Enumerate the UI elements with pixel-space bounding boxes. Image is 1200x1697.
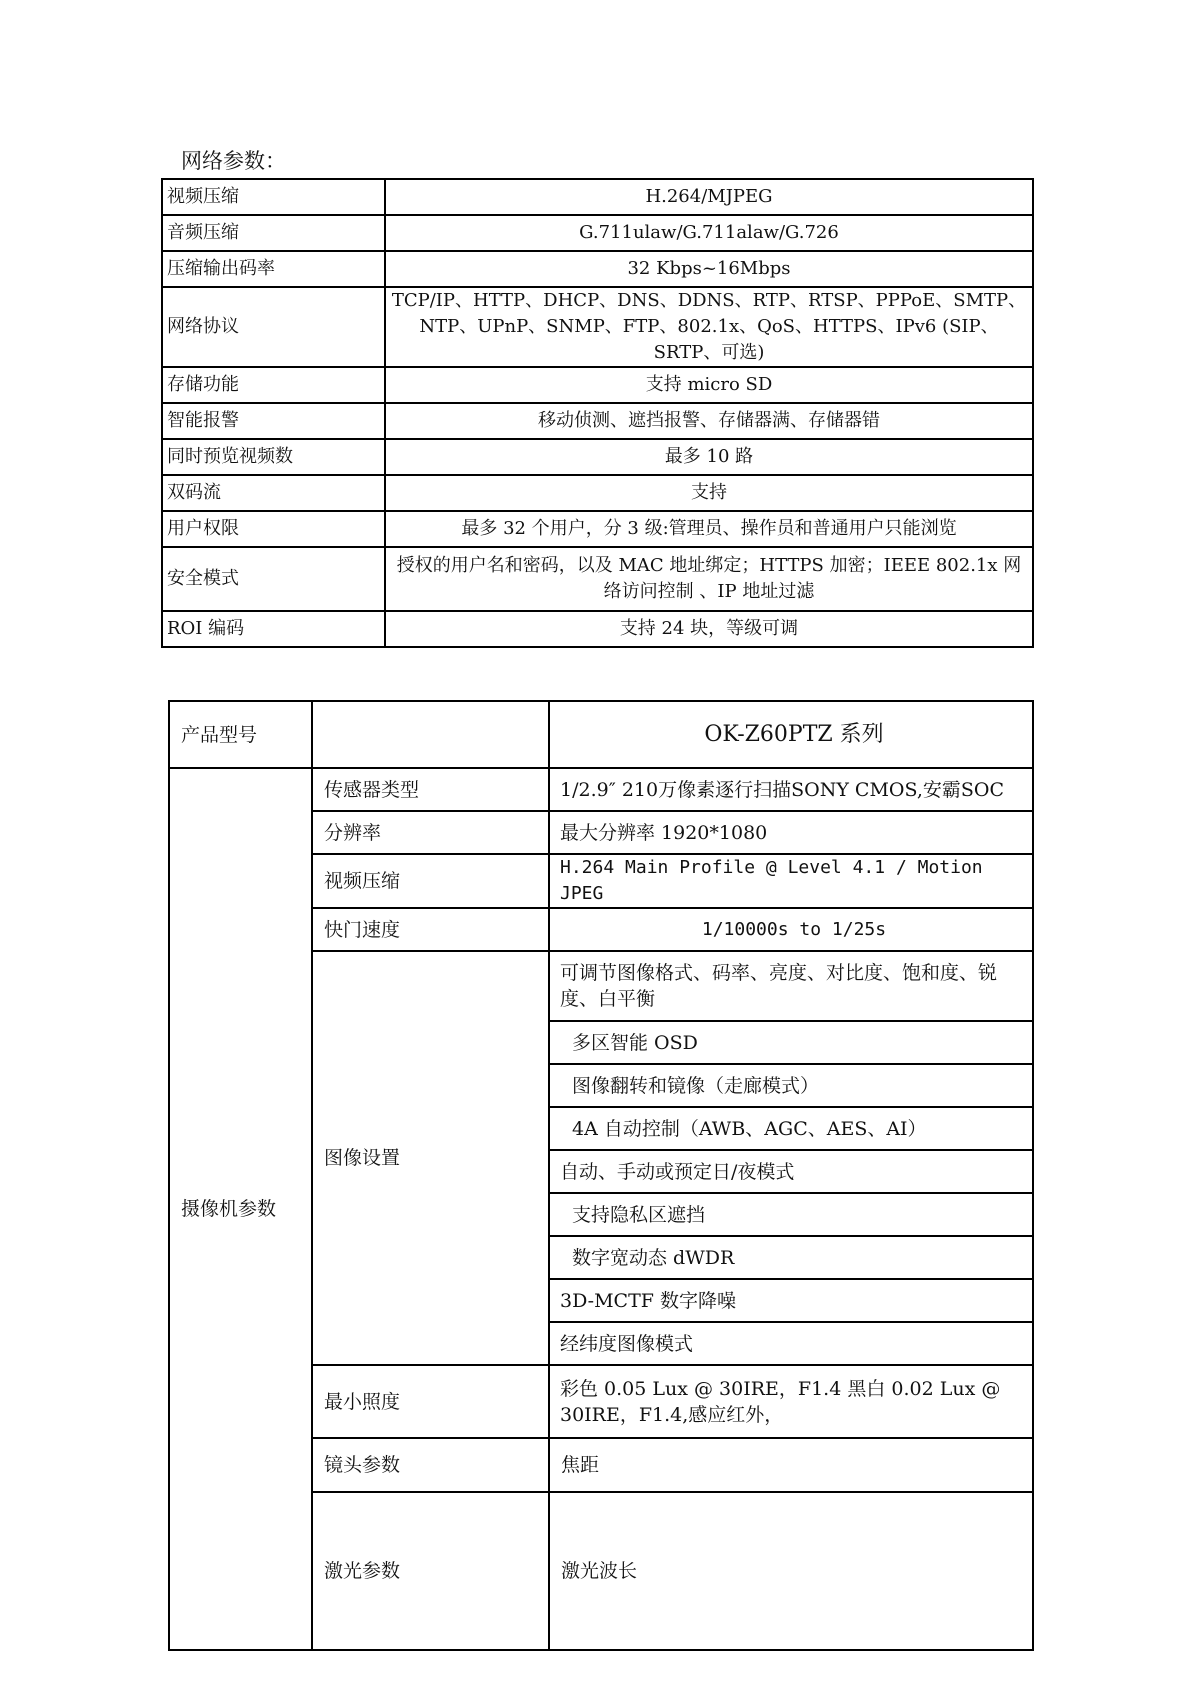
model-label: 产品型号 — [169, 701, 312, 768]
shutter-label: 快门速度 — [312, 908, 549, 951]
row-value: 32 Kbps~16Mbps — [385, 251, 1033, 287]
resolution-value: 最大分辨率 1920*1080 — [549, 811, 1033, 854]
table-row — [162, 403, 1033, 439]
row-label: 用户权限 — [162, 511, 385, 547]
table-row — [169, 701, 1033, 768]
table-row — [169, 768, 1033, 811]
shutter-value: 1/10000s to 1/25s — [549, 908, 1033, 951]
row-value: TCP/IP、HTTP、DHCP、DNS、DDNS、RTP、RTSP、PPPoE、SMTP、NTP、UPnP、SNMP、FTP、802.1x、QoS、HTTPS、IPv6 (SIP、SRTP、可选) — [385, 287, 1033, 367]
row-value: 支持 24 块，等级可调 — [385, 611, 1033, 647]
table-row — [162, 475, 1033, 511]
video-compression-value: H.264 Main Profile @ Level 4.1 / Motion JPEG — [549, 854, 1033, 908]
row-label: 压缩输出码率 — [162, 251, 385, 287]
lens-params-group: 镜头参数 — [312, 1438, 549, 1492]
table-row — [162, 215, 1033, 251]
row-value: 最多 32 个用户，分 3 级:管理员、操作员和普通用户只能浏览 — [385, 511, 1033, 547]
image-setting-item: 自动、手动或预定日/夜模式 — [549, 1150, 1033, 1193]
network-params-table — [161, 178, 1034, 648]
sensor-value: 1/2.9″ 210万像素逐行扫描SONY CMOS,安霸SOC — [549, 768, 1033, 811]
video-compression-label: 视频压缩 — [312, 854, 549, 908]
row-label: 音频压缩 — [162, 215, 385, 251]
table-row — [162, 287, 1033, 367]
laser-params-group: 激光参数 — [312, 1492, 549, 1650]
image-setting-item: 数字宽动态 dWDR — [549, 1236, 1033, 1279]
row-value: 支持 micro SD — [385, 367, 1033, 403]
table-row — [162, 511, 1033, 547]
row-value: G.711ulaw/G.711alaw/G.726 — [385, 215, 1033, 251]
row-label: 存储功能 — [162, 367, 385, 403]
table-row — [162, 367, 1033, 403]
product-spec-table — [168, 700, 1034, 1651]
table-row — [162, 439, 1033, 475]
laser-wavelength-label: 激光波长 — [549, 1492, 1033, 1650]
table-row — [162, 179, 1033, 215]
model-value: OK-Z60PTZ 系列 — [549, 701, 1033, 768]
image-setting-item: 支持隐私区遮挡 — [549, 1193, 1033, 1236]
table-row — [162, 251, 1033, 287]
sensor-label: 传感器类型 — [312, 768, 549, 811]
resolution-label: 分辨率 — [312, 811, 549, 854]
empty-cell — [312, 701, 549, 768]
min-illumination-label: 最小照度 — [312, 1365, 549, 1438]
row-value: H.264/MJPEG — [385, 179, 1033, 215]
row-label: 同时预览视频数 — [162, 439, 385, 475]
row-value: 移动侦测、遮挡报警、存储器满、存储器错 — [385, 403, 1033, 439]
row-value: 授权的用户名和密码，以及 MAC 地址绑定；HTTPS 加密；IEEE 802.1x 网络访问控制 、IP 地址过滤 — [385, 547, 1033, 611]
row-label: ROI 编码 — [162, 611, 385, 647]
network-params-heading: 网络参数： — [181, 149, 286, 173]
image-setting-item: 多区智能 OSD — [549, 1021, 1033, 1064]
table-row — [162, 547, 1033, 611]
image-setting-item: 4A 自动控制（AWB、AGC、AES、AI） — [549, 1107, 1033, 1150]
focal-length-label: 焦距 — [549, 1438, 1033, 1492]
table-row — [162, 611, 1033, 647]
row-label: 网络协议 — [162, 287, 385, 367]
row-value: 最多 10 路 — [385, 439, 1033, 475]
min-illumination-value: 彩色 0.05 Lux @ 30IRE，F1.4 黑白 0.02 Lux @ 30IRE，F1.4,感应红外， — [549, 1365, 1033, 1438]
image-setting-item: 图像翻转和镜像（走廊模式） — [549, 1064, 1033, 1107]
row-value: 支持 — [385, 475, 1033, 511]
image-settings-label: 图像设置 — [312, 951, 549, 1365]
image-setting-item: 可调节图像格式、码率、亮度、对比度、饱和度、锐度、白平衡 — [549, 951, 1033, 1021]
row-label: 视频压缩 — [162, 179, 385, 215]
image-setting-item: 3D-MCTF 数字降噪 — [549, 1279, 1033, 1322]
image-setting-item: 经纬度图像模式 — [549, 1322, 1033, 1365]
row-label: 安全模式 — [162, 547, 385, 611]
camera-params-group: 摄像机参数 — [169, 768, 312, 1650]
row-label: 智能报警 — [162, 403, 385, 439]
row-label: 双码流 — [162, 475, 385, 511]
